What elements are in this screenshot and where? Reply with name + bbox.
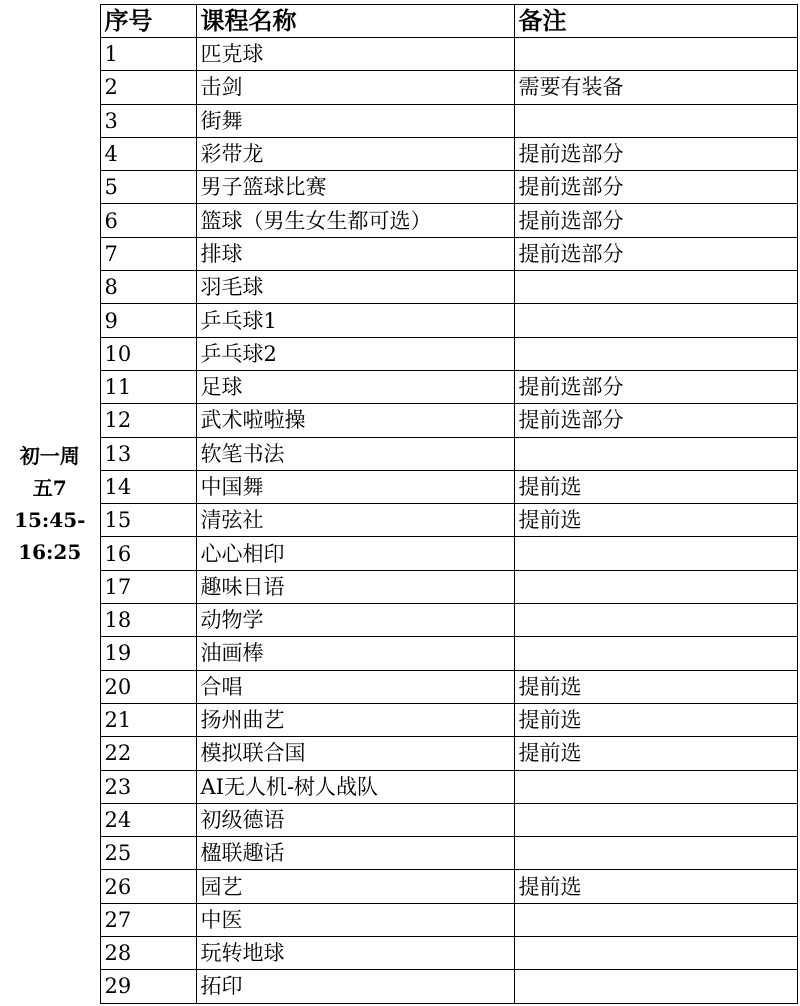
row-note: [514, 637, 797, 670]
table-row: [0, 38, 797, 71]
table-row: [0, 137, 797, 170]
row-num: 24: [100, 803, 196, 836]
row-note: [514, 38, 797, 71]
time-block-line-3: 15:45-: [14, 507, 86, 532]
row-course-name: 初级德语: [196, 803, 514, 836]
row-num: 9: [100, 304, 196, 337]
row-course-name: 武术啦啦操: [196, 404, 514, 437]
row-note: 提前选部分: [514, 204, 797, 237]
table-row: [0, 970, 797, 1003]
row-note: [514, 337, 797, 370]
row-course-name: 软笔书法: [196, 437, 514, 470]
row-note: [514, 104, 797, 137]
table-row: [0, 837, 797, 870]
table-row: [0, 770, 797, 803]
row-course-name: 楹联趣话: [196, 837, 514, 870]
table-row: [0, 370, 797, 403]
row-num: 17: [100, 570, 196, 603]
row-num: 20: [100, 670, 196, 703]
table-row: [0, 870, 797, 903]
row-course-name: 击剑: [196, 71, 514, 104]
row-course-name: 匹克球: [196, 38, 514, 71]
time-block-line-1: 初一周: [19, 443, 80, 468]
row-num: 29: [100, 970, 196, 1003]
table-row: [0, 637, 797, 670]
row-note: 提前选部分: [514, 137, 797, 170]
row-num: 27: [100, 903, 196, 936]
time-block-line-4: 16:25: [18, 539, 82, 564]
row-course-name: AI无人机-树人战队: [196, 770, 514, 803]
row-note: 提前选部分: [514, 171, 797, 204]
row-note: [514, 937, 797, 970]
row-num: 26: [100, 870, 196, 903]
row-note: [514, 570, 797, 603]
table-row: [0, 604, 797, 637]
row-course-name: 中国舞: [196, 470, 514, 503]
row-num: 11: [100, 370, 196, 403]
row-num: 18: [100, 604, 196, 637]
row-note: 提前选部分: [514, 370, 797, 403]
row-note: [514, 604, 797, 637]
table-row: [0, 437, 797, 470]
row-course-name: 动物学: [196, 604, 514, 637]
table-row: [0, 703, 797, 736]
table-row: [0, 470, 797, 503]
row-note: 提前选: [514, 470, 797, 503]
row-course-name: 中医: [196, 903, 514, 936]
row-course-name: 模拟联合国: [196, 737, 514, 770]
row-course-name: 彩带龙: [196, 137, 514, 170]
table-bottom-border: [100, 1003, 797, 1004]
time-block-cell: [0, 5, 100, 1004]
row-num: 8: [100, 271, 196, 304]
row-num: 3: [100, 104, 196, 137]
table-row: [0, 104, 797, 137]
row-num: 13: [100, 437, 196, 470]
row-course-name: 扬州曲艺: [196, 703, 514, 736]
row-note: [514, 837, 797, 870]
header-name: 课程名称: [196, 5, 514, 38]
time-block-line-2: 五7: [32, 475, 67, 500]
row-course-name: 篮球（男生女生都可选）: [196, 204, 514, 237]
row-course-name: 心心相印: [196, 537, 514, 570]
row-course-name: 清弦社: [196, 504, 514, 537]
row-note: [514, 437, 797, 470]
row-num: 25: [100, 837, 196, 870]
table-row: [0, 237, 797, 270]
course-table: [0, 4, 798, 1004]
row-note: [514, 304, 797, 337]
row-note: [514, 803, 797, 836]
table-row: [0, 404, 797, 437]
row-num: 12: [100, 404, 196, 437]
table-row: [0, 570, 797, 603]
row-num: 6: [100, 204, 196, 237]
row-course-name: 拓印: [196, 970, 514, 1003]
row-num: 16: [100, 537, 196, 570]
row-course-name: 足球: [196, 370, 514, 403]
row-note: [514, 537, 797, 570]
row-course-name: 街舞: [196, 104, 514, 137]
row-note: 提前选: [514, 870, 797, 903]
row-num: 28: [100, 937, 196, 970]
table-row: [0, 504, 797, 537]
header-note: 备注: [514, 5, 797, 38]
row-note: 提前选部分: [514, 237, 797, 270]
row-note: [514, 770, 797, 803]
row-num: 15: [100, 504, 196, 537]
row-note: 提前选: [514, 703, 797, 736]
row-course-name: 玩转地球: [196, 937, 514, 970]
row-num: 4: [100, 137, 196, 170]
row-num: 10: [100, 337, 196, 370]
row-num: 23: [100, 770, 196, 803]
row-course-name: 排球: [196, 237, 514, 270]
row-num: 1: [100, 38, 196, 71]
row-note: 需要有装备: [514, 71, 797, 104]
row-course-name: 油画棒: [196, 637, 514, 670]
table-row: [0, 71, 797, 104]
header-num: 序号: [100, 5, 196, 38]
row-num: 14: [100, 470, 196, 503]
table-row: [0, 937, 797, 970]
row-note: [514, 970, 797, 1003]
table-row: [0, 737, 797, 770]
table-row: [0, 304, 797, 337]
header-row: [0, 5, 797, 38]
table-row: [0, 337, 797, 370]
row-course-name: 乒乓球1: [196, 304, 514, 337]
table-row: [0, 204, 797, 237]
table-row: [0, 803, 797, 836]
row-note: [514, 271, 797, 304]
row-course-name: 园艺: [196, 870, 514, 903]
row-note: 提前选: [514, 737, 797, 770]
row-num: 22: [100, 737, 196, 770]
row-note: 提前选部分: [514, 404, 797, 437]
table-row: [0, 670, 797, 703]
table-row: [0, 271, 797, 304]
row-note: 提前选: [514, 504, 797, 537]
row-course-name: 羽毛球: [196, 271, 514, 304]
row-num: 5: [100, 171, 196, 204]
row-num: 7: [100, 237, 196, 270]
row-course-name: 趣味日语: [196, 570, 514, 603]
row-course-name: 乒乓球2: [196, 337, 514, 370]
row-note: 提前选: [514, 670, 797, 703]
row-num: 21: [100, 703, 196, 736]
row-num: 2: [100, 71, 196, 104]
row-course-name: 合唱: [196, 670, 514, 703]
table-row: [0, 903, 797, 936]
row-note: [514, 903, 797, 936]
row-course-name: 男子篮球比赛: [196, 171, 514, 204]
table-row: [0, 171, 797, 204]
row-num: 19: [100, 637, 196, 670]
table-row: [0, 537, 797, 570]
